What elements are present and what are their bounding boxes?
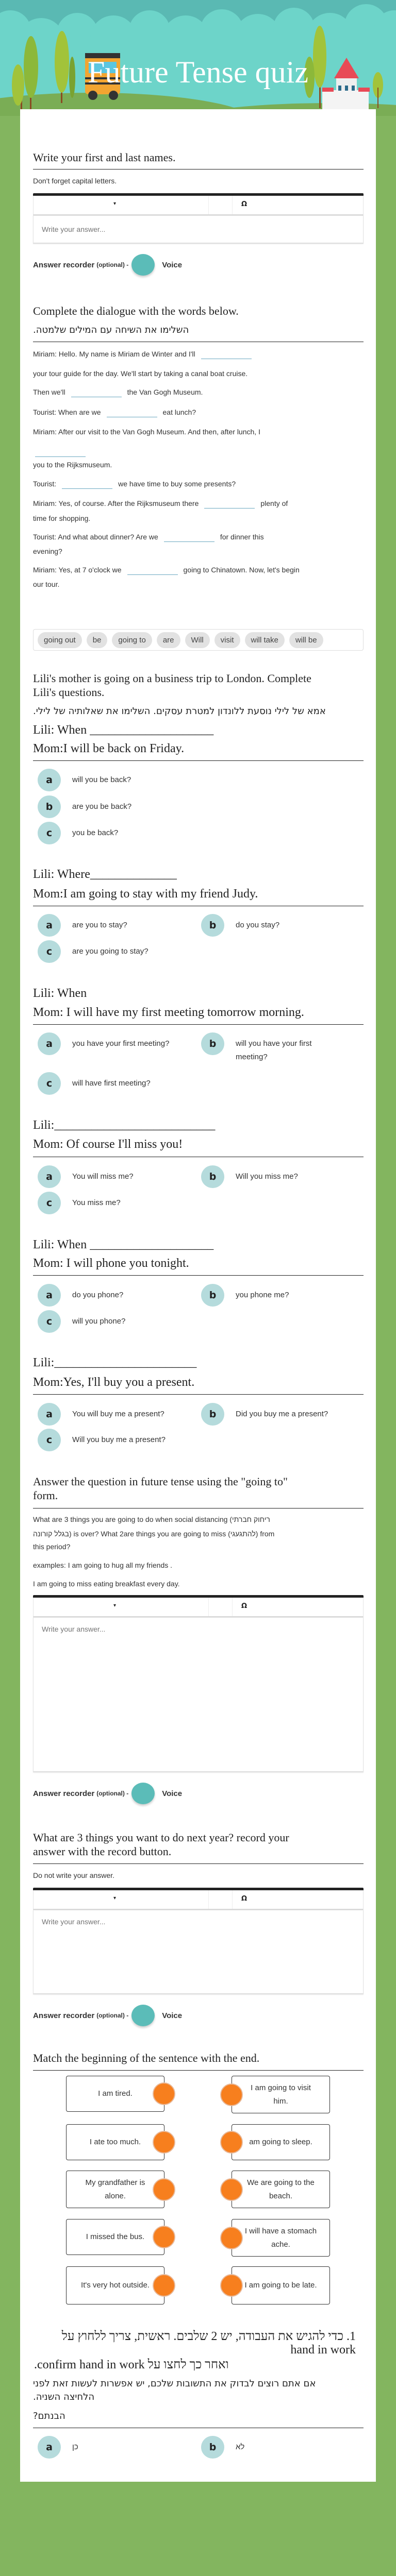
option-letter-button[interactable]: b bbox=[201, 1403, 224, 1426]
question-hebrew-instruction: השלימו את השיחה עם המילים שלמטה. bbox=[33, 325, 189, 335]
question-text-line: this period? bbox=[33, 1543, 71, 1551]
question-prompt-line: Lili: Where______________ bbox=[33, 868, 177, 881]
toolbar-separator bbox=[208, 1598, 233, 1616]
word-chip[interactable]: going to bbox=[112, 632, 152, 648]
match-left-item[interactable]: I ate too much. bbox=[66, 2124, 164, 2160]
question-prompt-line: Lili: When bbox=[33, 987, 87, 1000]
dialogue-text: eat lunch? bbox=[162, 408, 196, 416]
match-connector-dot[interactable] bbox=[153, 2274, 175, 2297]
dialogue-line bbox=[33, 546, 62, 556]
submit-note-line: הלחיצה השניה. bbox=[33, 2392, 95, 2402]
option-text[interactable]: You will miss me? bbox=[72, 1172, 134, 1181]
record-button[interactable] bbox=[131, 2005, 155, 2026]
option-letter-button[interactable]: c bbox=[38, 1429, 61, 1451]
option-letter-button[interactable]: a bbox=[38, 2436, 61, 2459]
submit-instructions-step2: ואחר כך לחצו על confirm hand in work. bbox=[34, 2358, 229, 2371]
option-letter-button[interactable]: a bbox=[38, 1284, 61, 1307]
option-letter-button[interactable]: a bbox=[38, 1032, 61, 1055]
dialogue-text: time for shopping. bbox=[33, 514, 91, 522]
dialogue-text: we have time to buy some presents? bbox=[118, 480, 236, 488]
option-letter-button[interactable]: c bbox=[38, 822, 61, 844]
dialogue-line bbox=[33, 349, 257, 359]
question-prompt-line: Mom:I will be back on Friday. bbox=[33, 742, 185, 755]
match-right-item[interactable]: I am going to be late. bbox=[232, 2266, 330, 2304]
toolbar-separator bbox=[208, 1890, 233, 1909]
dialogue-text: the Van Gogh Museum. bbox=[127, 388, 203, 396]
blank-input[interactable] bbox=[35, 448, 86, 457]
dialogue-line bbox=[33, 460, 112, 470]
voice-label: Voice bbox=[162, 2011, 183, 2020]
question-title-line: What are 3 things you want to do next year? record your bbox=[33, 1831, 289, 1844]
question-prompt-line: Lili:_______________________ bbox=[33, 1356, 197, 1369]
divider bbox=[33, 1508, 364, 1509]
question-prompt-line: Lili: When ____________________ bbox=[33, 723, 214, 737]
dialogue-text: plenty of bbox=[260, 499, 288, 507]
dialogue-line bbox=[33, 479, 236, 489]
special-characters-icon[interactable]: Ω bbox=[241, 200, 248, 208]
blank-input[interactable] bbox=[204, 499, 255, 509]
match-left-item[interactable]: It's very hot outside. bbox=[66, 2266, 164, 2304]
question-title: Write your first and last names. bbox=[33, 151, 176, 164]
blank-input[interactable] bbox=[62, 480, 112, 489]
option-letter-button[interactable]: c bbox=[38, 940, 61, 963]
dialogue-text: going to Chinatown. Now, let's begin bbox=[183, 566, 300, 574]
name-answer-input[interactable] bbox=[33, 215, 364, 244]
voice-label: Voice bbox=[162, 260, 183, 269]
editor-toolbar bbox=[33, 1890, 364, 1910]
editor-toolbar bbox=[33, 196, 364, 215]
option-text[interactable]: You miss me? bbox=[72, 1198, 121, 1207]
word-chip[interactable]: going out bbox=[38, 632, 82, 648]
dialogue-text: you to the Rijksmuseum. bbox=[33, 461, 112, 469]
match-right-item[interactable]: I will have a stomach ache. bbox=[232, 2219, 330, 2257]
word-bank bbox=[33, 629, 364, 651]
match-left-item[interactable]: My grandfather is alone. bbox=[66, 2171, 164, 2208]
question-prompt-line: Mom: I will phone you tonight. bbox=[33, 1257, 189, 1270]
voice-label: Voice bbox=[162, 1789, 183, 1798]
dialogue-line bbox=[33, 513, 90, 523]
dialogue-text: Tourist: bbox=[33, 480, 57, 488]
dialogue-line bbox=[33, 407, 196, 417]
match-connector-dot[interactable] bbox=[153, 2131, 175, 2154]
dialogue-line bbox=[33, 579, 59, 589]
option-letter-button[interactable]: c bbox=[38, 1072, 61, 1095]
match-left-item[interactable]: I am tired. bbox=[66, 2076, 164, 2112]
word-chip[interactable]: will be bbox=[289, 632, 323, 648]
recorder-label: Answer recorder bbox=[33, 2011, 95, 2020]
option-text[interactable]: are you going to stay? bbox=[72, 947, 148, 956]
word-chip[interactable]: Will bbox=[185, 632, 210, 648]
divider bbox=[33, 2070, 364, 2071]
divider bbox=[33, 1394, 364, 1395]
option-letter-button[interactable]: b bbox=[201, 914, 224, 937]
option-text[interactable]: you have your first meeting? bbox=[72, 1039, 170, 1048]
question-title-line: answer with the record button. bbox=[33, 1845, 172, 1858]
match-connector-dot[interactable] bbox=[220, 2274, 243, 2297]
match-connector-dot[interactable] bbox=[153, 2082, 175, 2105]
format-dropdown-icon[interactable]: ▾ bbox=[113, 1895, 117, 1901]
option-text[interactable]: will you be back? bbox=[72, 775, 131, 784]
record-button[interactable] bbox=[131, 254, 155, 276]
option-text[interactable]: כן bbox=[72, 2443, 78, 2451]
match-connector-dot[interactable] bbox=[153, 2178, 175, 2201]
option-text[interactable]: Will you buy me a present? bbox=[72, 1435, 166, 1444]
match-connector-dot[interactable] bbox=[153, 2226, 175, 2248]
dialogue-text: Miriam: After our visit to the Van Gogh Museum. And then, after lunch, I bbox=[33, 428, 260, 436]
match-left-item[interactable]: I missed the bus. bbox=[66, 2219, 164, 2255]
blank-input[interactable] bbox=[201, 350, 252, 359]
question-subtitle: Don't forget capital letters. bbox=[33, 177, 117, 185]
match-connector-dot[interactable] bbox=[220, 2227, 243, 2249]
blank-input[interactable] bbox=[71, 388, 122, 397]
submit-note-line: אם אתם רוצים לבדוק את התשובות שלכם, יש אפשרות לעשות זאת לפני bbox=[33, 2378, 316, 2389]
match-right-item[interactable]: We are going to the beach. bbox=[232, 2171, 330, 2208]
special-characters-icon[interactable]: Ω bbox=[241, 1602, 248, 1610]
dialogue-line bbox=[33, 498, 288, 509]
dialogue-text: our tour. bbox=[33, 580, 60, 588]
question-prompt-line: Mom:Yes, I'll buy you a present. bbox=[33, 1376, 195, 1389]
question-title: Complete the dialogue with the words below. bbox=[33, 304, 239, 317]
option-text[interactable]: You will buy me a present? bbox=[72, 1410, 164, 1418]
option-text[interactable]: will you phone? bbox=[72, 1317, 126, 1326]
option-text[interactable]: you phone me? bbox=[236, 1291, 289, 1299]
question-hebrew-instruction: אמא של לילי נוסעת ללונדון למטרת עסקים. השלימו את שאלותיה של לילי. bbox=[33, 706, 326, 717]
dialogue-text: Then we'll bbox=[33, 388, 65, 396]
option-text[interactable]: are you to stay? bbox=[72, 921, 127, 929]
option-letter-button[interactable]: c bbox=[38, 1192, 61, 1214]
option-text[interactable]: לא bbox=[236, 2443, 245, 2451]
going-to-answer-textarea[interactable] bbox=[33, 1617, 364, 1772]
blank-input[interactable] bbox=[164, 533, 214, 542]
option-text[interactable]: do you stay? bbox=[236, 921, 280, 929]
dialogue-text: Miriam: Yes, of course. After the Rijksmuseum there bbox=[33, 499, 199, 507]
blank-input[interactable] bbox=[107, 408, 157, 417]
option-letter-button[interactable]: b bbox=[201, 1284, 224, 1307]
dialogue-text: for dinner this bbox=[220, 533, 264, 541]
recorder-optional: (optional) - bbox=[96, 1790, 129, 1797]
word-chip[interactable]: will take bbox=[245, 632, 285, 648]
option-text[interactable]: will have first meeting? bbox=[72, 1079, 151, 1088]
question-title: Match the beginning of the sentence with the end. bbox=[33, 2052, 260, 2064]
question-text-line: בגלל קורונה) is over? What 2are things you are going to miss (להתגעגי) from bbox=[33, 1530, 275, 1538]
recorder-optional: (optional) - bbox=[96, 2012, 129, 2019]
example-line: examples: I am going to hug all my friends . bbox=[33, 1561, 173, 1569]
question-text-line: What are 3 things you are going to do when social distancing (ריחוק חברתי bbox=[33, 1515, 270, 1523]
match-connector-dot[interactable] bbox=[220, 2178, 243, 2201]
match-connector-dot[interactable] bbox=[220, 2083, 243, 2106]
option-letter-button[interactable]: a bbox=[38, 1403, 61, 1426]
dialogue-line bbox=[33, 427, 260, 437]
option-text[interactable]: Did you buy me a present? bbox=[236, 1410, 328, 1418]
option-letter-button[interactable]: a bbox=[38, 1165, 61, 1188]
question-title-line: Lili's mother is going on a business trip to London. Complete bbox=[33, 672, 311, 685]
option-text[interactable]: Will you miss me? bbox=[236, 1172, 298, 1181]
dialogue-text: evening? bbox=[33, 547, 62, 555]
divider bbox=[33, 1024, 364, 1025]
match-connector-dot[interactable] bbox=[220, 2131, 243, 2154]
option-letter-button[interactable]: b bbox=[38, 795, 61, 818]
option-letter-button[interactable]: a bbox=[38, 914, 61, 937]
option-letter-button[interactable]: c bbox=[38, 1310, 61, 1333]
dialogue-line bbox=[33, 565, 300, 575]
editor-toolbar bbox=[33, 1598, 364, 1617]
page-bottom-margin bbox=[0, 2482, 1, 2500]
option-text[interactable]: do you phone? bbox=[72, 1291, 124, 1299]
option-letter-button[interactable]: b bbox=[201, 1032, 224, 1055]
toolbar-separator bbox=[208, 196, 233, 214]
option-letter-button[interactable]: b bbox=[201, 2436, 224, 2459]
dialogue-text: Miriam: Yes, at 7 o'clock we bbox=[33, 566, 122, 574]
option-text[interactable]: you be back? bbox=[72, 828, 119, 837]
page-title: Future Tense quiz bbox=[88, 55, 308, 89]
submit-instructions-step1: 1. כדי להגיש את העבודה, יש 2 שלבים. ראשית, צריך ללחוץ על hand in work bbox=[61, 2330, 356, 2357]
example-line: I am going to miss eating breakfast every day. bbox=[33, 1580, 180, 1588]
dialogue-text: Miriam: Hello. My name is Miriam de Winter and I'll bbox=[33, 350, 195, 358]
question-prompt-line: Mom: Of course I'll miss you! bbox=[33, 1138, 183, 1151]
match-right-item[interactable]: am going to sleep. bbox=[232, 2124, 330, 2160]
record-button[interactable] bbox=[131, 1783, 155, 1804]
question-prompt-line: Mom: I will have my first meeting tomorrow morning. bbox=[33, 1006, 304, 1019]
divider bbox=[33, 169, 364, 170]
recorder-label: Answer recorder bbox=[33, 260, 95, 269]
format-dropdown-icon[interactable]: ▾ bbox=[113, 1603, 117, 1608]
divider bbox=[33, 1275, 364, 1276]
dialogue-line bbox=[33, 447, 91, 457]
answer-recorder bbox=[33, 2004, 182, 2027]
format-dropdown-icon[interactable]: ▾ bbox=[113, 201, 117, 207]
divider bbox=[33, 1863, 364, 1864]
dialogue-text: Tourist: And what about dinner? Are we bbox=[33, 533, 158, 541]
answer-recorder bbox=[33, 1782, 182, 1805]
dialogue-line bbox=[33, 368, 248, 379]
option-letter-button[interactable]: b bbox=[201, 1165, 224, 1188]
answer-recorder bbox=[33, 253, 182, 276]
special-characters-icon[interactable]: Ω bbox=[241, 1895, 248, 1903]
dialogue-text: your tour guide for the day. We'll start by taking a canal boat cruise. bbox=[33, 369, 248, 378]
recorder-label: Answer recorder bbox=[33, 1789, 95, 1798]
question-subtitle: Do not write your answer. bbox=[33, 1871, 114, 1879]
option-text[interactable]: are you be back? bbox=[72, 802, 132, 811]
understood-question: הבנתם? bbox=[33, 2411, 65, 2421]
question-title-line: form. bbox=[33, 1489, 58, 1502]
question-prompt-line: Lili: When ____________________ bbox=[33, 1238, 214, 1251]
blank-input[interactable] bbox=[127, 566, 178, 575]
word-chip[interactable]: are bbox=[157, 632, 180, 648]
match-right-item[interactable]: I am going to visit him. bbox=[232, 2076, 330, 2113]
option-text[interactable]: will you have your first meeting? bbox=[236, 1039, 312, 1061]
option-letter-button[interactable]: a bbox=[38, 769, 61, 791]
divider bbox=[33, 760, 364, 761]
word-chip[interactable]: visit bbox=[214, 632, 240, 648]
dialogue-line bbox=[33, 387, 203, 397]
question-title-line: Answer the question in future tense using the "going to" bbox=[33, 1475, 288, 1488]
next-year-answer-textarea[interactable] bbox=[33, 1910, 364, 1994]
question-prompt-line: Lili:__________________________ bbox=[33, 1118, 216, 1132]
recorder-optional: (optional) - bbox=[96, 261, 129, 268]
word-chip[interactable]: be bbox=[87, 632, 108, 648]
question-prompt-line: Mom:I am going to stay with my friend Judy. bbox=[33, 887, 258, 901]
dialogue-text: Tourist: When are we bbox=[33, 408, 101, 416]
question-title-line: Lili's questions. bbox=[33, 686, 105, 699]
dialogue-line bbox=[33, 532, 264, 542]
